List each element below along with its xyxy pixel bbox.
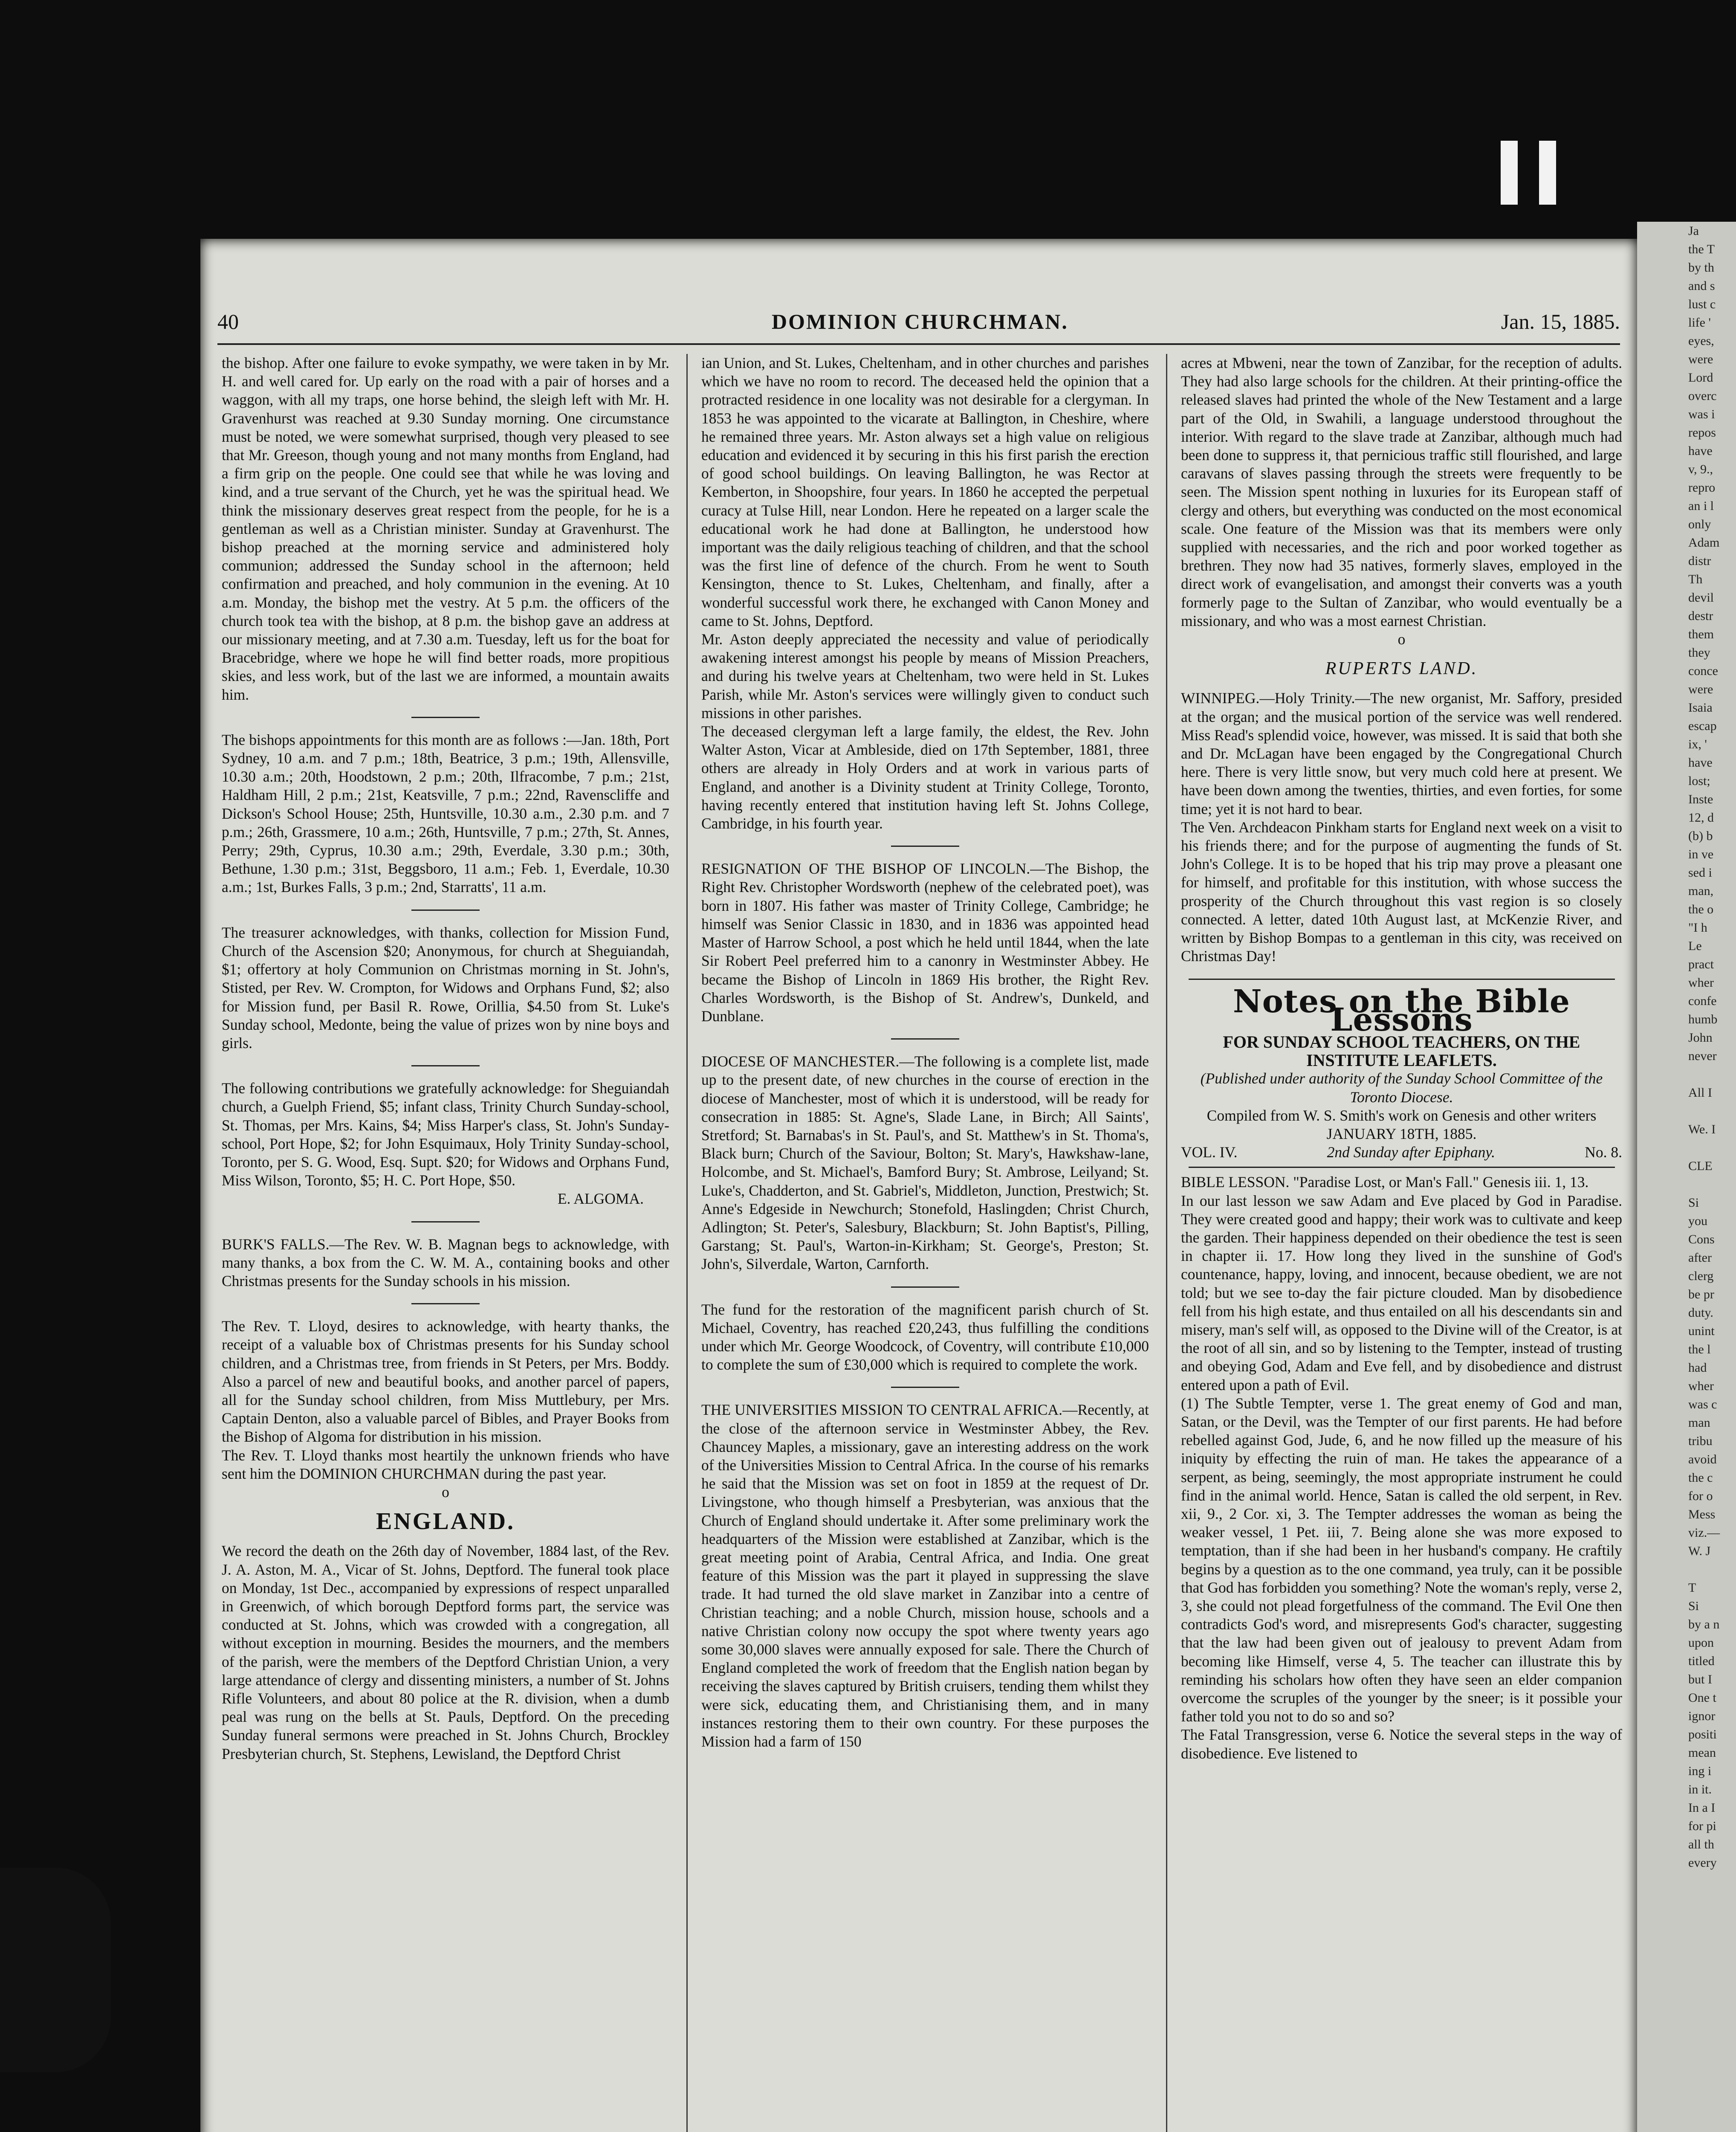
- edge-line: the l: [1688, 1342, 1711, 1356]
- edge-line: humb: [1688, 1012, 1718, 1026]
- article-paragraph: Mr. Aston deeply appreciated the necessity and value of periodically awakening interest amongst his people by means of Mission Preachers, and during his twelve years at Cheltenham, two were held in St. Lukes Parish, while Mr. Aston's services were willingly given to conduct such missions in other parishes.: [701, 631, 1149, 721]
- article-paragraph: the bishop. After one failure to evoke sympathy, we were taken in by Mr. H. and well cared for. Up early on the road with a pair of horses and a waggon, with all my traps, one horse behind, the sleigh left with Mr. H. Gravenhurst was reached at 9.30 Sunday morning. One circumstance must be noted, we were somewhat surprised, though very pleased to see that Mr. Greeson, though young and not many months from England, had a firm grip on the people. One could see that while he was loving and kind, and a true servant of the Church, yet he was the spiritual head. We think the missionary deserves great respect from the people, for he is a gentleman as well as a Christian minister. Sunday at Gravenhurst. The bishop preached at the morning service and administered holy communion; addressed the Sunday school in the afternoon; held confirmation and preached, and holy communion in the evening. At 10 a.m. Monday, the bishop met the vestry. At 5 p.m. the officers of the church took tea with the bishop, at 8 p.m. the bishop gave an address at our missionary meeting, and at 7.30 a.m. Tuesday, left us for the boat for Bracebridge, where we hope he will find better roads, more propitious skies, and less work, but of the last we are informed, a mountain awaits him.: [222, 354, 669, 703]
- edge-line: Ja: [1688, 224, 1699, 238]
- notes-subtitle: FOR SUNDAY SCHOOL TEACHERS, ON THE INSTITUTE LEAFLETS.: [1223, 1032, 1580, 1070]
- short-rule: [411, 1065, 480, 1066]
- edge-line: after: [1688, 1251, 1712, 1265]
- edge-line: every: [1688, 1856, 1717, 1870]
- edge-line: the c: [1688, 1471, 1713, 1485]
- edge-line: All I: [1688, 1086, 1712, 1100]
- edge-line: in ve: [1688, 847, 1714, 861]
- edge-line: T: [1688, 1581, 1696, 1595]
- edge-line: [1637, 1065, 1736, 1083]
- short-rule: [411, 1303, 480, 1304]
- edge-line: eyes,: [1688, 334, 1714, 348]
- article-paragraph: acres at Mbweni, near the town of Zanzibar, for the reception of adults. They had also large schools for the children. At their printing-office the released slaves had printed the whole of the New Testament and a large part of the Old, in Swahili, a language understood throughout the interior. With regard to the slave trade at Zanzibar, although much had been done to suppress it, that pernicious traffic still flourished, and large caravans of slaves passing through the streets were frequently to be seen. The Mission spent nothing in luxuries for its European staff of clergy and others, but everything was conducted on the most economical scale. One feature of the Mission was that its members were only supplied with necessaries, and the rich and poor worked together as brethren. They now had 35 natives, formerly slaves, employed in the direct work of evangelisation, and amongst their converts was a youth formerly page to the Sultan of Zanzibar, who would eventually be a missionary, and who was a most earnest Christian.: [1181, 354, 1622, 629]
- article-paragraph: The fund for the restoration of the magnificent parish church of St. Michael, Coventry, has reached £20,243, thus fulfilling the conditions under which Mr. George Woodcock, of Coventry, will contribute £10,000 to complete the sum of £30,000 which is required to complete the work.: [701, 1301, 1149, 1373]
- edge-line: man,: [1688, 884, 1714, 898]
- edge-line: wher: [1688, 976, 1714, 990]
- edge-line: have: [1688, 756, 1713, 770]
- edge-line: repro: [1688, 481, 1716, 495]
- edge-line: escap: [1688, 719, 1717, 733]
- edge-line: avoid: [1688, 1452, 1717, 1466]
- edge-line: an i l: [1688, 499, 1714, 513]
- short-rule: [1189, 1167, 1615, 1168]
- column-2: [701, 354, 1149, 1751]
- edge-line: by a n: [1688, 1617, 1720, 1631]
- edge-line: be pr: [1688, 1287, 1714, 1301]
- short-rule: [411, 910, 480, 911]
- edge-line: overc: [1688, 389, 1717, 403]
- edge-line: was c: [1688, 1397, 1717, 1411]
- edge-line: for pi: [1688, 1819, 1716, 1833]
- edge-line: John: [1688, 1031, 1713, 1045]
- edge-line: distr: [1688, 554, 1711, 568]
- edge-line: were: [1688, 352, 1713, 366]
- notes-volume-line: [1181, 1143, 1622, 1162]
- edge-line: but I: [1688, 1672, 1712, 1686]
- edge-line: tribu: [1688, 1434, 1713, 1448]
- edge-line: for o: [1688, 1489, 1713, 1503]
- edge-line: [1637, 1560, 1736, 1579]
- page-header: [217, 309, 1620, 343]
- edge-line: Cons: [1688, 1232, 1715, 1246]
- edge-line: never: [1688, 1049, 1717, 1063]
- short-rule: [891, 846, 959, 847]
- ornament-divider: o: [442, 1483, 449, 1501]
- page-number: 40: [217, 310, 239, 333]
- edge-line: all th: [1688, 1837, 1714, 1851]
- edge-line: Th: [1688, 572, 1703, 586]
- edge-line: you: [1688, 1214, 1707, 1228]
- edge-line: lust c: [1688, 297, 1716, 311]
- edge-line: positi: [1688, 1727, 1717, 1741]
- edge-line: ix, ': [1688, 737, 1707, 751]
- edge-line: (b) b: [1688, 829, 1713, 843]
- column-rule-2: [1166, 354, 1167, 2132]
- notes-date: JANUARY 18TH, 1885.: [1326, 1125, 1477, 1142]
- edge-line: [1637, 1175, 1736, 1193]
- edge-line: [1637, 1102, 1736, 1120]
- edge-line: ing i: [1688, 1764, 1712, 1778]
- section-heading-ruperts-land: RUPERTS LAND.: [1325, 659, 1478, 679]
- section-heading-england: ENGLAND.: [376, 1508, 515, 1535]
- header-rule: [217, 343, 1620, 345]
- edge-line: ignor: [1688, 1709, 1716, 1723]
- short-rule: [411, 717, 480, 718]
- issue-date: Jan. 15, 1885.: [1501, 310, 1620, 333]
- scanner-thumb-shadow: [0, 1868, 111, 2072]
- edge-line: and s: [1688, 279, 1715, 293]
- article-paragraph: ian Union, and St. Lukes, Cheltenham, and in other churches and parishes which we have no room to record. The deceased held the opinion that a protracted residence in one locality was not desirable for a clergyman. In 1853 he was appointed to the vicarate at Ballington, in Cheshire, where he remained three years. Mr. Aston always set a high value on religious education and evidenced it by securing in this his first parish the erection of good school buildings. On leaving Ballington, he was Rector at Kemberton, in Shoopshire, four years. In 1860 he accepted the perpetual curacy at Tulse Hill, near London. Here he repeated on a larger scale the educational work he had done at Ballington, he understood how important was the daily religious teaching of children, and that the school was the first line of defence of the church. From he went to South Kensington, thence to St. Lukes, Cheltenham, and finally, after a wonderful successful work there, he exchanged with Canon Money and came to St. Johns, Deptford.: [701, 354, 1149, 629]
- notes-number: No. 8.: [1585, 1144, 1622, 1161]
- edge-line: they: [1688, 646, 1710, 660]
- edge-line: conce: [1688, 664, 1718, 678]
- edge-line: CLE: [1688, 1159, 1713, 1173]
- edge-line: Le: [1688, 939, 1702, 953]
- short-rule: [1189, 979, 1615, 980]
- edge-line: sed i: [1688, 866, 1712, 880]
- edge-line: had: [1688, 1361, 1707, 1375]
- column-rule-1: [686, 354, 688, 2132]
- edge-line: v, 9.,: [1688, 462, 1713, 476]
- notes-sunday: 2nd Sunday after Epiphany.: [1327, 1144, 1496, 1161]
- frame-mark-top-right: [1539, 141, 1556, 205]
- article-paragraph: The bishops appointments for this month are as follows :—Jan. 18th, Port Sydney, 10 a.m. and 7 p.m.; 18th, Beatrice, 3 p.m.; 19th, Allensville, 10.30 a.m.; 20th, Hoodstown, 2 p.m.; 20th, Ilfracombe, 7 p.m.; 21st, Haldham Hill, 2 p.m.; 21st, Keatsville, 7 p.m.; 22nd, Ravenscliffe and Dickson's School House; 25th, Huntsville, 10.30 a.m., 2.30 p.m. and 7 p.m.; 26th, Grassmere, 10 a.m.; 26th, Huntsville, 7 p.m.; 27th, St. Annes, Perry; 29th, Cyprus, 10.30 a.m.; 29th, Everdale, 3.30 p.m.; 30th, Bethune, 1.30 p.m.; 31st, Beggsboro, 11 a.m.; Feb. 1, Everdale, 10.30 a.m.; 1st, Burkes Falls, 3 p.m.; 2nd, Starratts', 11 a.m.: [222, 731, 669, 896]
- article-paragraph: THE UNIVERSITIES MISSION TO CENTRAL AFRICA.—Recently, at the close of the afternoon service in Westminster Abbey, the Rev. Chauncey Maples, a missionary, gave an interesting address on the work of the Universities Mission to Central Africa. In the course of his remarks he said that the Mission was set on foot in 1859 at the request of Dr. Livingstone, who though himself a Presbyterian, was anxious that the Church of England should undertake it. After some preliminary work the headquarters of the Mission were established at Zanzibar, which is the great meeting point of Arabia, Central Africa, and India. One great feature of this Mission was the part it played in suppressing the slave trade. It had turned the old slave market in Zanzibar into a centre of Christian teaching; and a noble Church, mission house, schools and a native Christian colony now occupy the spot where twenty years ago some 30,000 slaves were annually exposed for sale. There the Church of England completed the work of freedom that the English nation began by receiving the slaves captured by British cruisers, tending them whilst they were sick, educating them, and Christianising them, and in many instances restoring them to their own country. For these purposes the Mission had a farm of 150: [701, 1401, 1149, 1750]
- edge-line: Si: [1688, 1599, 1699, 1613]
- edge-line: confe: [1688, 994, 1717, 1008]
- edge-line: upon: [1688, 1636, 1714, 1650]
- article-paragraph: The Ven. Archdeacon Pinkham starts for England next week on a visit to his friends there; and for the purpose of augmenting the funds of St. John's College. It is to be hoped that his trip may prove a pleasant one for himself, and profitable for this institution, with whose success the prosperity of the Church throughout this vast region is so closely connected. A letter, dated 10th August last, at McKenzie River, and written by Bishop Bompas to a gentleman in this city, was received on Christmas Day!: [1181, 818, 1622, 965]
- edge-line: only: [1688, 517, 1711, 531]
- edge-line: One t: [1688, 1691, 1716, 1705]
- edge-line: lost;: [1688, 774, 1710, 788]
- edge-line: was i: [1688, 407, 1715, 421]
- edge-line: Si: [1688, 1196, 1699, 1210]
- frame-mark-top-left: [1501, 141, 1518, 205]
- edge-line: viz.—: [1688, 1526, 1720, 1540]
- edge-line: destr: [1688, 609, 1713, 623]
- article-paragraph: We record the death on the 26th day of November, 1884 last, of the Rev. J. A. Aston, M. A., Vicar of St. Johns, Deptford. The funeral took place on Monday, 1st Dec., accompanied by expressions of respect unparalled in Greenwich, of which borough Deptford forms part, the service was conducted at St. Johns, which was crowded with a congregation, all without exception in mourning. Besides the mourners, and the members of the parish, were the members of the Deptford Christian Union, a very large attendance of clergy and dissenting ministers, a number of St. Johns Rifle Volunteers, and about 80 police at the R. division, when a dumb peal was rung on the bells at St. Pauls, Deptford. On the preceding Sunday funeral sermons were preached in St. Johns Church, Brockley Presbyterian church, St. Stephens, Lewisland, the Deptford Christ: [222, 1542, 669, 1762]
- short-rule: [411, 1221, 480, 1222]
- signature: E. ALGOMA.: [557, 1190, 644, 1208]
- edge-line: unint: [1688, 1324, 1715, 1338]
- masthead-title: DOMINION CHURCHMAN.: [772, 310, 1068, 333]
- ornament-divider: o: [1397, 631, 1406, 648]
- edge-line: Adam: [1688, 536, 1720, 550]
- edge-line: life ': [1688, 316, 1711, 330]
- edge-line: pract: [1688, 957, 1714, 971]
- article-paragraph: (1) The Subtle Tempter, verse 1. The great enemy of God and man, Satan, or the Devil, was the Tempter of our first parents. He had before rebelled against God, Jude, 6, and he now filled up the measure of his iniquity by effecting the ruin of man. He takes the appearance of a serpent, as being, seemingly, the most appropriate instrument he could find in the animal world. Hence, Satan is called the old serpent, in Rev. xii, 9., 2 Cor. xi, 3. The Tempter addresses the woman as being the weaker vessel, 1 Pet. iii, 7. Being alone she was more exposed to temptation, than if she had been in her husband's company. He craftily begins by a question as to the one command, yea truly, can it be possible that God has forbidden you something? Note the woman's reply, verse 2, 3, she could not plead forgetfulness of the command. The Evil One then contradicts God's word, and misrepresents God's character, suggesting that the law had been given out of jealousy to prevent Adam from becoming like Himself, verse 4, 5. The teacher can illustrate this by reminding his scholars how often they have seen an elder companion overcome the scruples of the younger by the sneer; is it possible your father told you not to do so and so?: [1181, 1394, 1622, 1725]
- edge-line: devil: [1688, 591, 1714, 605]
- edge-line: mean: [1688, 1746, 1716, 1760]
- edge-line: Mess: [1688, 1507, 1716, 1521]
- article-paragraph: DIOCESE OF MANCHESTER.—The following is a complete list, made up to the present date, of new churches in the course of erection in the diocese of Manchester, most of which it is understood, will be ready for consecration in 1885: St. Agne's, Slade Lane, in Birch; All Saints', Stretford; St. Barnabas's in St. Paul's, and St. Matthew's in St. Thoma's, Black burn; Church of the Saviour, Bolton; St. Mary's, Hawkshaw-lane, Holcombe, and St. Michael's, Bamford Bury; St. Ambrose, Leilyand; St. Luke's, Chadderton, and St. Gabriel's, Middleton, Junction, Prestwich; St. Anne's Edgeside in Newchurch; Stonefold, Haslingden; Christ Church, Adlington; St. Peter's, Salesbury, Blackburn; St. John Baptist's, Pilling, Garstang; St. Paul's, Warton-in-Kirkham; St. George's, Preston; St. John's, Silverdale, Warton, Carnforth.: [701, 1053, 1149, 1273]
- edge-line: "I h: [1688, 921, 1707, 935]
- edge-line: Isaia: [1688, 701, 1713, 715]
- edge-line: the o: [1688, 902, 1714, 916]
- article-paragraph: The following contributions we gratefully acknowledge: for Sheguiandah church, a Guelph Friend, $5; infant class, Trinity Church Sunday-school, St. Thomas, per Mrs. Kains, $4; Miss Harper's class, St. John's Sunday-school, Port Hope, $2; for John Esquimaux, Holy Trinity Sunday-school, Toronto, per S. G. Wood, Esq. Supt. $20; for Widows and Orphans Fund, Miss Wilson, Toronto, $5; H. C. Port Hope, $50.: [222, 1080, 669, 1189]
- adjacent-page-edge: [1637, 222, 1736, 2132]
- edge-line: man: [1688, 1416, 1710, 1430]
- lesson-heading: BIBLE LESSON. "Paradise Lost, or Man's Fall." Genesis iii. 1, 13.: [1181, 1173, 1589, 1191]
- edge-line: were: [1688, 682, 1713, 696]
- edge-line: In a I: [1688, 1801, 1716, 1815]
- article-paragraph: The treasurer acknowledges, with thanks, collection for Mission Fund, Church of the Ascension $20; Anonymous, for church at Sheguiandah, $1; offertory at holy Communion on Christmas morning in St. John's, Stisted, per Rev. W. Crompton, for Widows and Orphans Fund, $2; also for Mission fund, per Basil R. Rowe, Orillia, $4.50 from St. Luke's Sunday school, Medonte, being the value of prizes won by nine boys and girls.: [222, 924, 669, 1052]
- column-3: [1181, 354, 1622, 1763]
- article-paragraph: The deceased clergyman left a large family, the eldest, the Rev. John Walter Aston, Vicar at Ambleside, died on 17th September, 1881, three others are already in Holy Orders and at work in various parts of England, and another is a Divinity student at Trinity College, Toronto, having recently entered that institution having left St. Johns College, Cambridge, in his fourth year.: [701, 723, 1149, 832]
- edge-line: titled: [1688, 1654, 1715, 1668]
- edge-line: wher: [1688, 1379, 1714, 1393]
- edge-line: 12, d: [1688, 811, 1714, 825]
- edge-line: them: [1688, 627, 1714, 641]
- notes-publisher: (Published under authority of the Sunday School Committee of the Toronto Diocese.: [1200, 1070, 1603, 1106]
- notes-title: Notes on the Bible Lessons: [1233, 983, 1571, 1038]
- article-paragraph: WINNIPEG.—Holy Trinity.—The new organist, Mr. Saffory, presided at the organ; and the musical portion of the service was well rendered. Miss Read's splendid voice, however, was missed. It is said that both she and Dr. McLagan have been engaged by the Congregational Church here. There is very little snow, but very much cold here at present. We have been down among the twenties, thirties, and even forties, for some time; yet it is not hard to bear.: [1181, 689, 1622, 817]
- article-paragraph: The Fatal Transgression, verse 6. Notice the several steps in the way of disobedience. Eve listened to: [1181, 1726, 1622, 1762]
- article-paragraph: RESIGNATION OF THE BISHOP OF LINCOLN.—The Bishop, the Right Rev. Christopher Wordsworth (nephew of the celebrated poet), was born in 1807. His father was master of Trinity College, Cambridge; he himself was Senior Classic in 1830, and in 1836 was appointed head Master of Harrow School, a post which he held until 1844, when the late Sir Robert Peel preferred him to a canonry in Westminster Abbey. He became the Bishop of Lincoln in 1869 His brother, the Right Rev. Charles Wordsworth, is the Bishop of St. Andrew's, Dunkeld, and Dunblane.: [701, 860, 1149, 1025]
- article-paragraph: BURK'S FALLS.—The Rev. W. B. Magnan begs to acknowledge, with many thanks, a box from the C. W. M. A., containing books and other Christmas presents for the Sunday schools in his mission.: [222, 1235, 669, 1289]
- article-paragraph: The Rev. T. Lloyd, desires to acknowledge, with hearty thanks, the receipt of a valuable box of Christmas presents for his Sunday school children, and a Christmas tree, from friends in St Peters, per Mrs. Boddy. Also a parcel of new and beautiful books, and another parcel of papers, all for the Sunday school children, from Miss Muttlebury, per Mrs. Captain Denton, also a valuable parcel of Bibles, and Prayer Books from the Bishop of Algoma for distribution in his mission.: [222, 1318, 669, 1445]
- edge-line: We. I: [1688, 1122, 1716, 1136]
- edge-line: duty.: [1688, 1306, 1713, 1320]
- edge-line: W. J: [1688, 1544, 1711, 1558]
- article-paragraph: In our last lesson we saw Adam and Eve placed by God in Paradise. They were created good and happy; their work was to cultivate and keep the garden. Their happiness depended on their obedience the test is seen in chapter ii. 17. How long they lived in the sunshine of God's countenance, happy, loving, and innocent, because obedient, we are not told; but we see to-day the fair picture clouded. Man by disobedience fell from his high estate, and thus entailed on all his descendants sin and misery, man's self will, as opposed to the Divine will of the Creator, is at the root of all sin, and so by listening to the Tempter, instead of trusting and obeying God, Adam and Eve fell, and by disobedience and distrust entered upon a path of Evil.: [1181, 1192, 1622, 1393]
- edge-line: have: [1688, 444, 1713, 458]
- edge-line: clerg: [1688, 1269, 1714, 1283]
- edge-line: [1637, 1138, 1736, 1157]
- short-rule: [891, 1387, 959, 1388]
- edge-line: repos: [1688, 426, 1716, 440]
- edge-line: in it.: [1688, 1782, 1712, 1796]
- article-paragraph: The Rev. T. Lloyd thanks most heartily the unknown friends who have sent him the DOMINION CHURCHMAN during the past year.: [222, 1446, 669, 1482]
- edge-line: Lord: [1688, 371, 1713, 385]
- short-rule: [891, 1038, 959, 1040]
- newspaper-page: [200, 239, 1637, 2132]
- edge-line: Inste: [1688, 792, 1713, 806]
- edge-line: the T: [1688, 242, 1715, 256]
- notes-volume: VOL. IV.: [1181, 1144, 1238, 1161]
- short-rule: [891, 1286, 959, 1288]
- edge-line: by th: [1688, 261, 1714, 275]
- column-1: [222, 354, 669, 1763]
- notes-compiled: Compiled from W. S. Smith's work on Genesis and other writers: [1207, 1107, 1597, 1124]
